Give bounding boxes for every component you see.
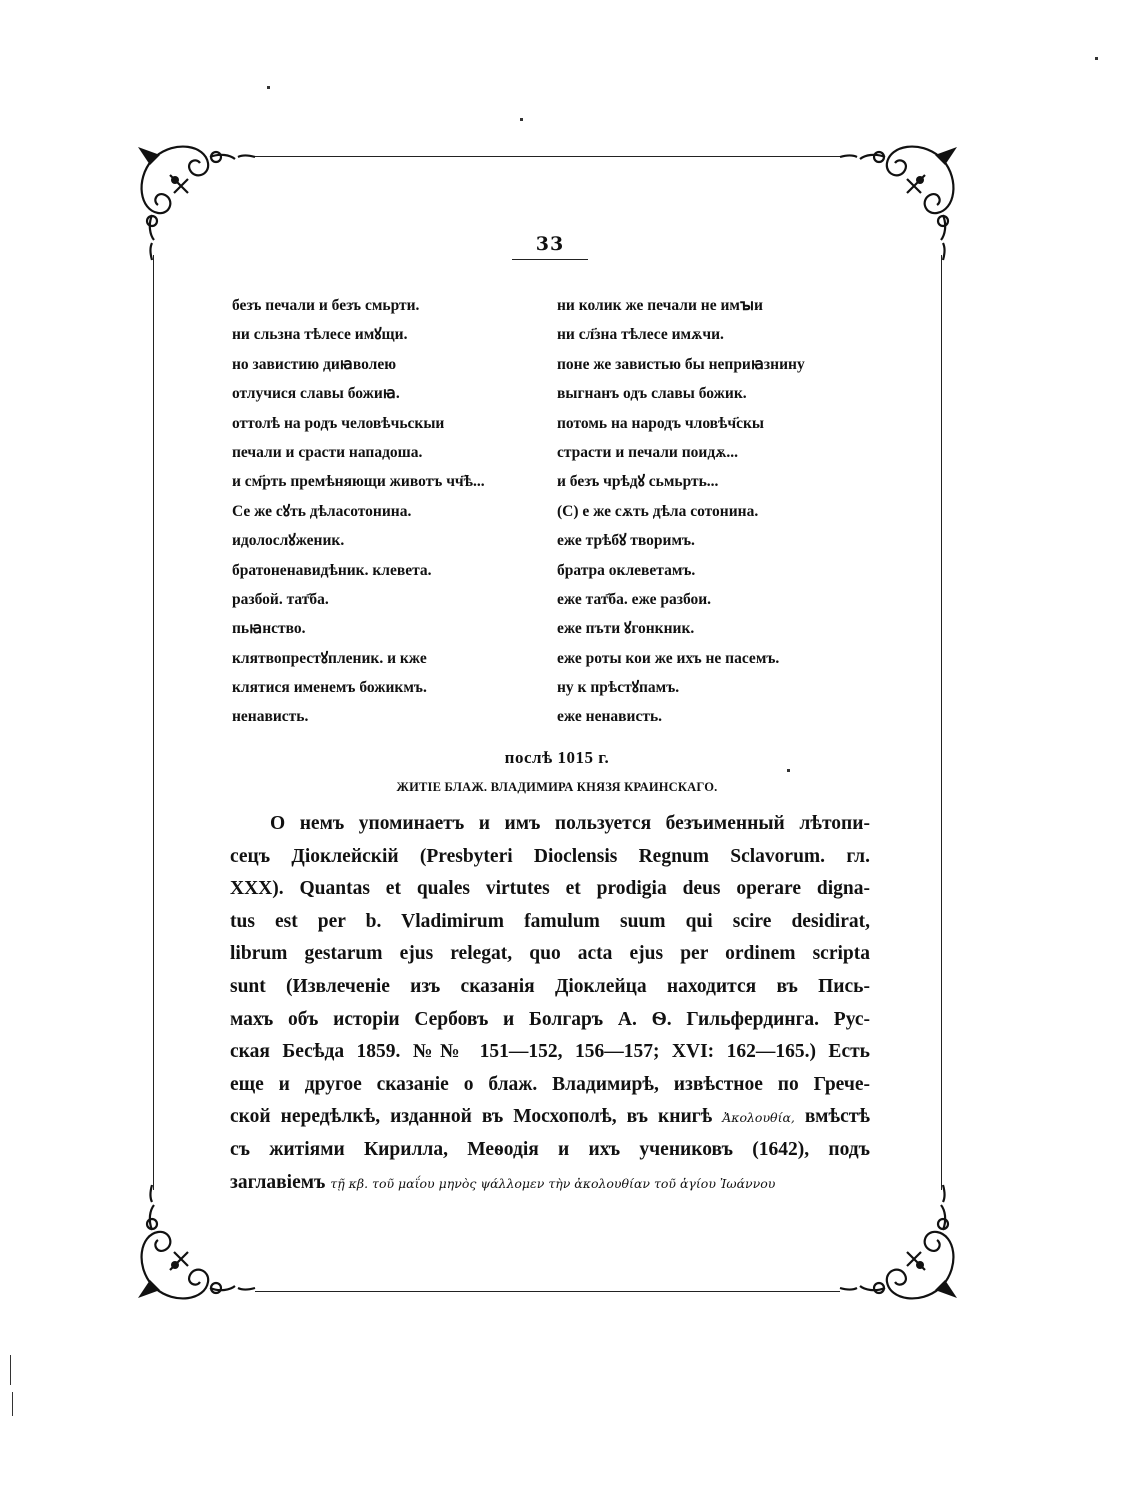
verse-line: еже тат҄ба. еже разбои.: [557, 590, 712, 608]
verse-line: клятися именемъ божикмъ.: [232, 679, 427, 697]
verse-line: еже роты кои же ихъ не пасемъ.: [557, 649, 780, 667]
body-paragraph: [230, 808, 870, 1199]
body-line: еще и другое сказаніе о блаж. Владимирѣ, извѣстное по Грече-: [230, 1073, 870, 1095]
verse-line: братоненавидѣник. клевета.: [232, 561, 432, 579]
page-number: 33: [535, 233, 565, 255]
verse-line: братра оклеветамъ.: [557, 561, 696, 579]
print-speck: [787, 769, 790, 772]
corner-ornament-top-right: [835, 135, 965, 265]
verse-line: клятвопрестꙋпленик. и кже: [232, 649, 427, 667]
verse-line: но завистию диꙗволею: [232, 355, 397, 373]
verse-line: печали и срасти нападоша.: [232, 443, 423, 461]
print-speck: [520, 118, 523, 121]
verse-line: безъ печали и безъ смьрти.: [232, 297, 420, 314]
verse-line: потомь на народъ чловѣч҃скы: [557, 414, 765, 432]
corner-ornament-top-left: [130, 135, 260, 265]
verse-line: еже пъти ꙋгонкник.: [557, 620, 695, 638]
body-line: О немъ упоминаетъ и имъ пользуется безъименный лѣтопи-: [270, 813, 870, 834]
verse-line: (С) е же сѫть дѣла сотонина.: [557, 502, 759, 520]
verse-line: ненависть.: [232, 708, 309, 726]
verse-line: ни колик же печали не имꙑи: [557, 297, 763, 314]
body-line: XXX). Quantas et quales virtutes et prodigia deus operare digna-: [230, 878, 870, 900]
print-speck: [1095, 57, 1098, 60]
corner-ornament-bottom-left: [130, 1180, 260, 1310]
margin-mark: [12, 1392, 13, 1416]
verse-line: ни сл҃зна тѣлесе имѫчи.: [557, 326, 724, 344]
verse-line: пьꙗнство.: [232, 620, 306, 638]
verse-line: Се же сꙋть дѣласотонина.: [232, 502, 412, 520]
margin-mark: [10, 1355, 11, 1385]
body-line: махъ объ исторіи Сербовъ и Болгаръ А. Ѳ. Гильфердинга. Рус-: [230, 1008, 870, 1030]
frame-left-rule: [153, 255, 154, 1190]
frame-top-rule: [255, 156, 840, 157]
verse-line: ну к прѣстꙋпамъ.: [557, 679, 680, 697]
verse-line: оттолѣ на родъ человѣчьскыи: [232, 414, 445, 432]
verse-line: разбой. тат҄ба.: [232, 590, 329, 608]
body-line: заглавіемъ τῇ κβ. τοῦ μαΐου μηνὸς ψάλλομεν τὴν ἀκολουθίαν τοῦ ἁγίου Ἰωάννου: [230, 1171, 776, 1193]
verse-column-left: [232, 291, 552, 732]
body-line: сецъ Діоклейскій (Presbyteri Dioclensis Regnum Sclavorum. гл.: [230, 845, 870, 867]
corner-ornament-bottom-right: [835, 1180, 965, 1310]
verse-line: ни сльзна тѣлесе имꙋщи.: [232, 326, 408, 344]
body-line: ская Бесѣда 1859. №№ 151—152, 156—157; XVI: 162—165.) Есть: [230, 1041, 870, 1063]
verse-line: еже трѣбꙋ творимъ.: [557, 532, 695, 550]
verse-line: поне же завистью бы неприꙗзнину: [557, 355, 805, 373]
section-title: ЖИТІЕ БЛАЖ. ВЛАДИМИРА КНЯЗЯ КРАИНСКАГО.: [396, 780, 718, 794]
verse-column-right: [557, 291, 887, 732]
verse-line: выгнанъ одъ славы божик.: [557, 385, 747, 403]
page-number-rule: [512, 259, 588, 260]
body-line: ской нередѣлкѣ, изданной въ Мосхополѣ, въ книгѣ Ἀκολουθία, вмѣстѣ: [230, 1106, 871, 1128]
verse-line: и см҃рть премѣняющи животъ чч҃ѣ...: [232, 473, 485, 491]
verse-line: и безъ чрѣдꙋ сьмьрть...: [557, 473, 719, 491]
body-line: tus est per b. Vladimirum famulum suum qui scire desidirat,: [230, 910, 870, 932]
body-line: съ житіями Кирилла, Меѳодія и ихъ учениковъ (1642), подъ: [230, 1138, 870, 1160]
verse-line: отлучися славы божиꙗ.: [232, 385, 400, 403]
print-speck: [267, 86, 270, 89]
frame-right-rule: [941, 255, 942, 1190]
body-line: librum gestarum ejus relegat, quo acta ejus per ordinem scripta: [230, 943, 870, 965]
frame-bottom-rule: [255, 1291, 840, 1292]
greek-quotation: τῇ κβ. τοῦ μαΐου μηνὸς ψάλλομεν τὴν ἀκολουθίαν τοῦ ἁγίου Ἰωάννου: [330, 1175, 776, 1191]
verse-line: идолослꙋженик.: [232, 532, 345, 550]
greek-title: Ἀκολουθία,: [722, 1110, 795, 1126]
verse-line: страсти и печали поидѫ...: [557, 443, 739, 461]
body-line: sunt (Извлеченіе изъ сказанія Діоклейца находится въ Пись-: [230, 975, 870, 997]
section-date: послѣ 1015 г.: [504, 748, 610, 767]
verse-line: еже ненависть.: [557, 708, 663, 726]
